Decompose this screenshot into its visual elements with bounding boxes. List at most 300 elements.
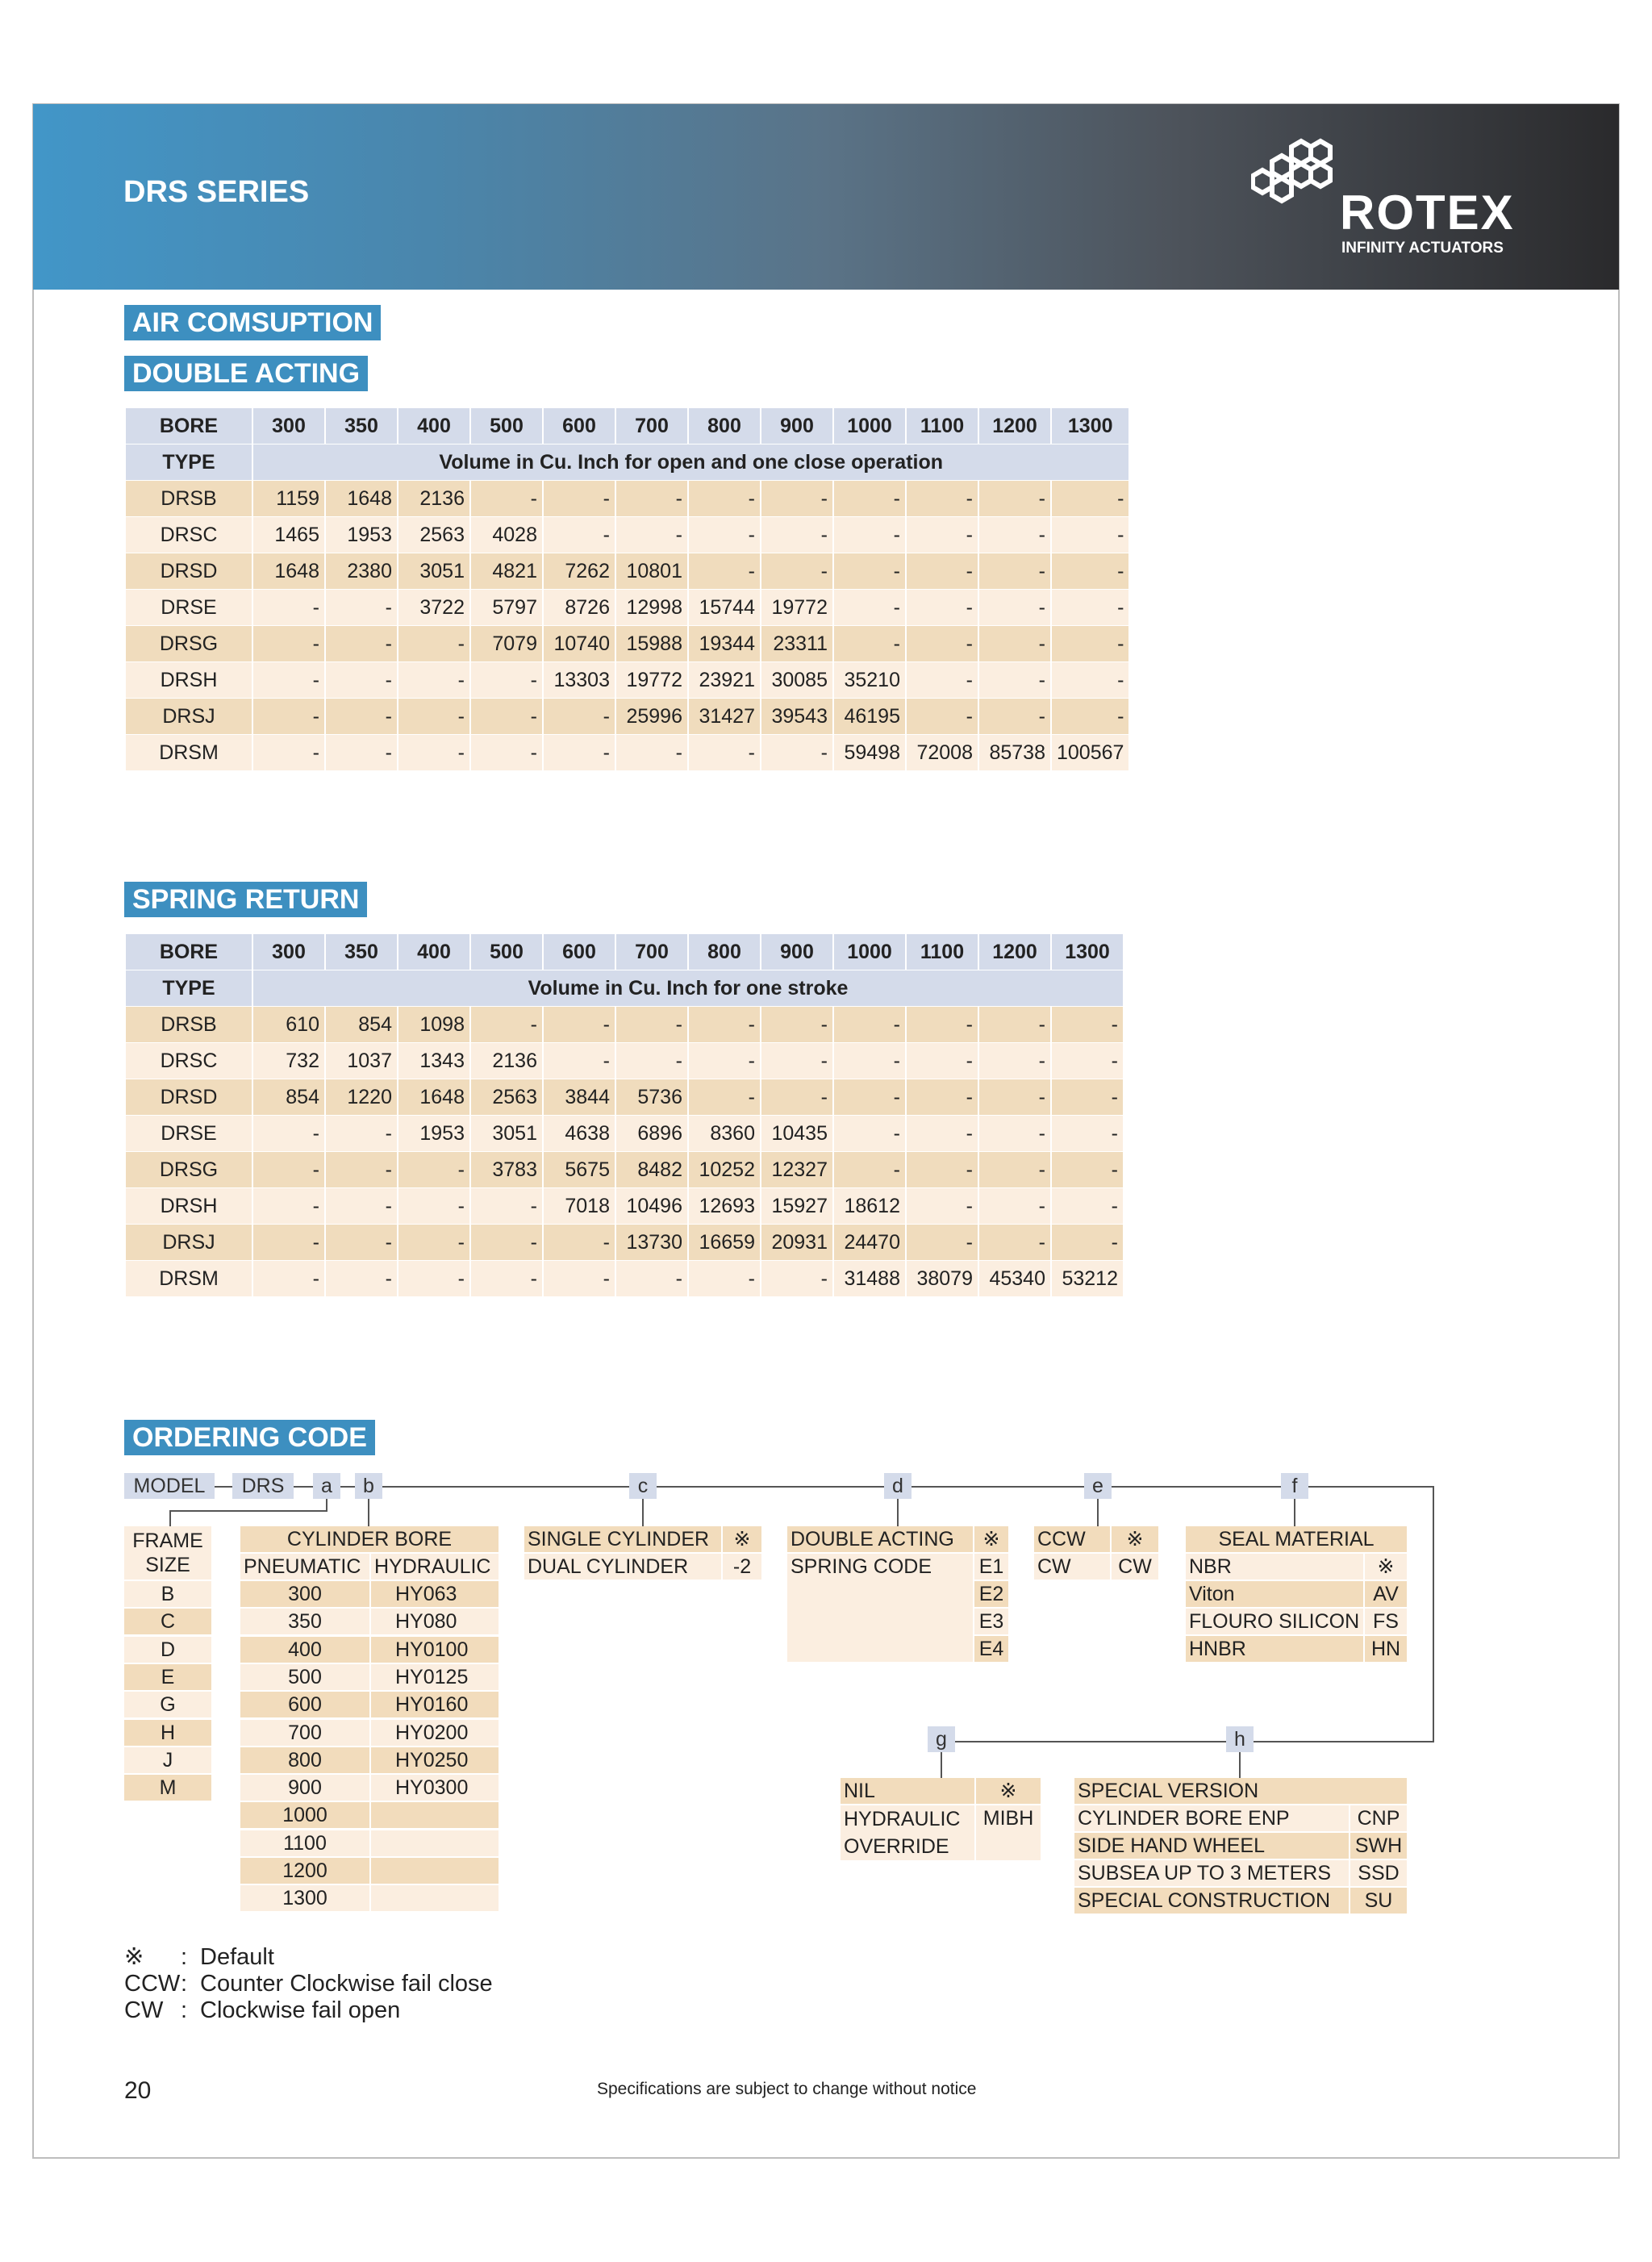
bore-header-row: [126, 934, 1123, 970]
value-cell: 2563: [471, 1079, 542, 1116]
single-cylinder-label: SINGLE CYLINDER: [524, 1526, 721, 1552]
value-cell: -: [398, 662, 469, 699]
value-cell: 13730: [616, 1225, 687, 1261]
value-cell: 15744: [689, 590, 760, 626]
spring-return-heading: SPRING RETURN: [124, 882, 367, 917]
bore-header-cell: 1000: [834, 934, 905, 970]
legend-colon: :: [181, 1971, 188, 1997]
connector-line: [1433, 1486, 1434, 1742]
seal-material-code: ※: [1365, 1554, 1407, 1580]
value-cell: -: [979, 1007, 1050, 1043]
nil-code: ※: [976, 1778, 1041, 1804]
table-row: [126, 1225, 1123, 1261]
value-cell: -: [544, 517, 615, 553]
type-note: Volume in Cu. Inch for one stroke: [253, 970, 1123, 1007]
value-cell: -: [907, 1079, 978, 1116]
value-cell: 8360: [689, 1116, 760, 1152]
type-cell: DRSH: [126, 1188, 252, 1225]
seal-material-name: Viton: [1186, 1581, 1363, 1607]
value-cell: -: [907, 1152, 978, 1188]
value-cell: 30085: [761, 662, 832, 699]
value-cell: -: [907, 662, 978, 699]
ordering-code-heading: ORDERING CODE: [124, 1420, 375, 1455]
value-cell: -: [253, 626, 324, 662]
value-cell: -: [979, 626, 1050, 662]
bore-header-cell: 700: [616, 934, 687, 970]
table-row: [126, 662, 1128, 699]
value-cell: 10435: [761, 1116, 832, 1152]
value-cell: -: [326, 1116, 397, 1152]
value-cell: -: [253, 590, 324, 626]
value-cell: 4028: [471, 517, 542, 553]
table-row: [126, 1007, 1123, 1043]
connector-line: [169, 1510, 171, 1526]
special-version-name: SUBSEA UP TO 3 METERS: [1074, 1860, 1349, 1886]
connector-line: [642, 1499, 644, 1526]
cw-label: CW: [1034, 1554, 1110, 1580]
connector-line: [294, 1486, 313, 1488]
connector-line: [215, 1486, 232, 1488]
hydraulic-override-line-1: HYDRAULIC: [844, 1808, 961, 1830]
value-cell: -: [1052, 1188, 1123, 1225]
value-cell: -: [979, 590, 1050, 626]
type-cell: DRSB: [126, 1007, 252, 1043]
frame-size-item: C: [124, 1609, 211, 1634]
pneumatic-bore: 500: [240, 1664, 369, 1690]
value-cell: -: [979, 662, 1050, 699]
spring-code: E4: [974, 1636, 1008, 1662]
pneumatic-bore: 300: [240, 1581, 369, 1607]
value-cell: 7018: [544, 1188, 615, 1225]
value-cell: -: [979, 1079, 1050, 1116]
value-cell: 19772: [761, 590, 832, 626]
air-consumption-table: [124, 408, 1130, 771]
value-cell: -: [761, 1261, 832, 1297]
value-cell: 38079: [907, 1261, 978, 1297]
value-cell: 3051: [398, 553, 469, 590]
hydraulic-bore: HY0160: [371, 1692, 499, 1717]
table-row: [126, 1079, 1123, 1116]
value-cell: -: [907, 1188, 978, 1225]
value-cell: 1343: [398, 1043, 469, 1079]
value-cell: -: [1052, 626, 1128, 662]
hydraulic-bore: HY063: [371, 1581, 499, 1607]
legend-key: ※: [124, 1944, 144, 1970]
value-cell: -: [761, 517, 832, 553]
value-cell: -: [689, 1079, 760, 1116]
hydraulic-bore: HY080: [371, 1609, 499, 1634]
nil-label: NIL: [841, 1778, 974, 1804]
double-acting-heading: DOUBLE ACTING: [124, 356, 368, 391]
special-version-name: SIDE HAND WHEEL: [1074, 1833, 1349, 1859]
value-cell: -: [834, 590, 905, 626]
bore-header-cell: 1100: [907, 408, 978, 444]
value-cell: -: [1052, 1116, 1123, 1152]
value-cell: -: [979, 517, 1050, 553]
value-cell: -: [907, 590, 978, 626]
table-row: [126, 1043, 1123, 1079]
hydraulic-bore: HY0300: [371, 1775, 499, 1801]
pneumatic-bore: 1200: [240, 1858, 369, 1884]
bore-header-cell: 500: [471, 408, 542, 444]
bore-header-cell: 1000: [834, 408, 905, 444]
value-cell: 2380: [326, 553, 397, 590]
pneumatic-header: PNEUMATIC: [240, 1554, 369, 1580]
bore-header-cell: 600: [544, 934, 615, 970]
value-cell: 2563: [398, 517, 469, 553]
value-cell: -: [253, 1188, 324, 1225]
value-cell: 19772: [616, 662, 687, 699]
value-cell: -: [979, 1225, 1050, 1261]
pneumatic-bore: 700: [240, 1720, 369, 1746]
value-cell: -: [1052, 481, 1128, 517]
value-cell: 7262: [544, 553, 615, 590]
dual-cylinder-code: -2: [723, 1554, 761, 1580]
value-cell: 25996: [616, 699, 687, 735]
value-cell: -: [689, 553, 760, 590]
value-cell: -: [761, 1043, 832, 1079]
pneumatic-bore: 1100: [240, 1830, 369, 1856]
value-cell: 59498: [834, 735, 905, 771]
code-letter-h: h: [1226, 1726, 1254, 1752]
value-cell: 3051: [471, 1116, 542, 1152]
legend-colon: :: [181, 1997, 188, 2023]
value-cell: -: [689, 517, 760, 553]
type-header-row: [126, 444, 1128, 481]
value-cell: 24470: [834, 1225, 905, 1261]
value-cell: -: [326, 1261, 397, 1297]
code-letter-e: e: [1084, 1473, 1112, 1499]
value-cell: -: [616, 517, 687, 553]
type-cell: DRSB: [126, 481, 252, 517]
footer-note: Specifications are subject to change without notice: [597, 2080, 977, 2098]
frame-size-item: H: [124, 1720, 211, 1746]
value-cell: 732: [253, 1043, 324, 1079]
bore-header-row: [126, 408, 1128, 444]
code-letter-g: g: [928, 1726, 955, 1752]
value-cell: 1159: [253, 481, 324, 517]
connector-line: [941, 1741, 1226, 1742]
legend-key: CW: [124, 1997, 164, 2023]
value-cell: -: [979, 553, 1050, 590]
value-cell: 53212: [1052, 1261, 1123, 1297]
value-cell: -: [907, 626, 978, 662]
frame-size-item: G: [124, 1692, 211, 1717]
bore-header-cell: 400: [398, 934, 469, 970]
hydraulic-bore: [371, 1830, 499, 1856]
connector-line: [1254, 1741, 1434, 1742]
value-cell: 610: [253, 1007, 324, 1043]
value-cell: -: [398, 1261, 469, 1297]
connector-line: [169, 1510, 327, 1512]
value-cell: 18612: [834, 1188, 905, 1225]
value-cell: -: [398, 626, 469, 662]
table-row: [126, 590, 1128, 626]
value-cell: 2136: [398, 481, 469, 517]
value-cell: -: [907, 1225, 978, 1261]
value-cell: -: [761, 553, 832, 590]
frame-size-item: J: [124, 1747, 211, 1773]
value-cell: 10252: [689, 1152, 760, 1188]
value-cell: -: [689, 735, 760, 771]
value-cell: -: [253, 662, 324, 699]
value-cell: 2136: [471, 1043, 542, 1079]
value-cell: -: [326, 699, 397, 735]
special-version-code: SU: [1350, 1888, 1407, 1914]
value-cell: -: [326, 735, 397, 771]
type-cell: DRSD: [126, 1079, 252, 1116]
header-banner: [33, 104, 1619, 290]
ccw-label: CCW: [1034, 1526, 1110, 1552]
value-cell: -: [761, 735, 832, 771]
single-cylinder-code: ※: [723, 1526, 761, 1552]
value-cell: 1953: [326, 517, 397, 553]
value-cell: 1648: [398, 1079, 469, 1116]
spring-code-label: SPRING CODE: [787, 1554, 973, 1662]
bore-header-cell: 500: [471, 934, 542, 970]
type-cell: DRSM: [126, 1261, 252, 1297]
bore-label: BORE: [126, 408, 252, 444]
hydraulic-bore: HY0200: [371, 1720, 499, 1746]
value-cell: -: [544, 699, 615, 735]
value-cell: -: [834, 1007, 905, 1043]
value-cell: -: [471, 662, 542, 699]
value-cell: -: [834, 481, 905, 517]
value-cell: 15927: [761, 1188, 832, 1225]
spring-code: E1: [974, 1554, 1008, 1580]
value-cell: -: [253, 1261, 324, 1297]
bore-header-cell: 300: [253, 934, 324, 970]
logo-tagline: INFINITY ACTUATORS: [1341, 240, 1504, 257]
value-cell: 46195: [834, 699, 905, 735]
legend-key: CCW: [124, 1971, 181, 1997]
frame-size-item: B: [124, 1581, 211, 1607]
hydraulic-bore: HY0100: [371, 1637, 499, 1663]
value-cell: -: [907, 1007, 978, 1043]
value-cell: -: [471, 1188, 542, 1225]
code-letter-d: d: [884, 1473, 912, 1499]
hydraulic-bore: [371, 1885, 499, 1911]
connector-line: [897, 1499, 899, 1526]
table-row: [126, 1261, 1123, 1297]
value-cell: 10801: [616, 553, 687, 590]
type-cell: DRSH: [126, 662, 252, 699]
value-cell: 854: [326, 1007, 397, 1043]
bore-header-cell: 1100: [907, 934, 978, 970]
air-consumption-heading: AIR COMSUPTION: [124, 305, 381, 340]
value-cell: -: [326, 590, 397, 626]
type-cell: DRSD: [126, 553, 252, 590]
value-cell: 31427: [689, 699, 760, 735]
connector-line: [941, 1752, 942, 1778]
value-cell: 100567: [1052, 735, 1128, 771]
value-cell: 12998: [616, 590, 687, 626]
value-cell: -: [1052, 662, 1128, 699]
bore-header-cell: 900: [761, 408, 832, 444]
connector-line: [340, 1486, 355, 1488]
value-cell: -: [398, 735, 469, 771]
seal-material-title: SEAL MATERIAL: [1186, 1526, 1407, 1552]
type-cell: DRSM: [126, 735, 252, 771]
value-cell: -: [326, 1188, 397, 1225]
value-cell: -: [907, 481, 978, 517]
bore-header-cell: 350: [326, 934, 397, 970]
frame-size-item: E: [124, 1664, 211, 1690]
type-cell: DRSJ: [126, 699, 252, 735]
value-cell: 23311: [761, 626, 832, 662]
value-cell: -: [544, 1007, 615, 1043]
value-cell: -: [1052, 1007, 1123, 1043]
value-cell: -: [616, 1007, 687, 1043]
seal-material-code: FS: [1365, 1609, 1407, 1634]
model-label: MODEL: [124, 1473, 215, 1499]
table-row: [126, 1188, 1123, 1225]
special-version-title: SPECIAL VERSION: [1074, 1778, 1407, 1804]
value-cell: -: [544, 735, 615, 771]
value-cell: -: [1052, 1079, 1123, 1116]
value-cell: -: [834, 626, 905, 662]
value-cell: 1220: [326, 1079, 397, 1116]
bore-header-cell: 400: [398, 408, 469, 444]
value-cell: 1037: [326, 1043, 397, 1079]
value-cell: 31488: [834, 1261, 905, 1297]
value-cell: -: [616, 735, 687, 771]
value-cell: -: [1052, 699, 1128, 735]
special-version-code: SSD: [1350, 1860, 1407, 1886]
value-cell: 3783: [471, 1152, 542, 1188]
value-cell: 8726: [544, 590, 615, 626]
bore-label: BORE: [126, 934, 252, 970]
value-cell: -: [326, 1152, 397, 1188]
type-cell: DRSJ: [126, 1225, 252, 1261]
value-cell: 1648: [326, 481, 397, 517]
bore-header-cell: 800: [689, 934, 760, 970]
value-cell: -: [253, 1225, 324, 1261]
connector-line: [1239, 1752, 1241, 1778]
type-label: TYPE: [126, 970, 252, 1007]
value-cell: 72008: [907, 735, 978, 771]
code-letter-c: c: [629, 1473, 657, 1499]
type-cell: DRSE: [126, 590, 252, 626]
bore-header-cell: 1300: [1052, 934, 1123, 970]
value-cell: -: [471, 1261, 542, 1297]
value-cell: 1648: [253, 553, 324, 590]
value-cell: -: [1052, 590, 1128, 626]
value-cell: -: [689, 1043, 760, 1079]
bore-header-cell: 900: [761, 934, 832, 970]
value-cell: -: [761, 1079, 832, 1116]
seal-material-code: HN: [1365, 1636, 1407, 1662]
value-cell: -: [1052, 1152, 1123, 1188]
value-cell: 7079: [471, 626, 542, 662]
table-row: [126, 626, 1128, 662]
value-cell: -: [544, 1261, 615, 1297]
hydraulic-bore: [371, 1802, 499, 1828]
page-number: 20: [124, 2077, 152, 2104]
bore-header-cell: 600: [544, 408, 615, 444]
hydraulic-bore: HY0125: [371, 1664, 499, 1690]
value-cell: -: [761, 1007, 832, 1043]
pneumatic-bore: 900: [240, 1775, 369, 1801]
frame-size-item: M: [124, 1775, 211, 1801]
value-cell: 20931: [761, 1225, 832, 1261]
hydraulic-header: HYDRAULIC: [371, 1554, 499, 1580]
ccw-code: ※: [1112, 1526, 1158, 1552]
pneumatic-bore: 350: [240, 1609, 369, 1634]
legend-text: Clockwise fail open: [200, 1997, 401, 2023]
value-cell: 16659: [689, 1225, 760, 1261]
logo-word: ROTEX: [1340, 186, 1515, 240]
value-cell: 3722: [398, 590, 469, 626]
value-cell: -: [907, 553, 978, 590]
value-cell: -: [979, 1152, 1050, 1188]
special-version-name: SPECIAL CONSTRUCTION: [1074, 1888, 1349, 1914]
value-cell: -: [471, 481, 542, 517]
type-header-row: [126, 970, 1123, 1007]
value-cell: -: [834, 1116, 905, 1152]
double-acting-code: ※: [974, 1526, 1008, 1552]
value-cell: 10496: [616, 1188, 687, 1225]
value-cell: -: [907, 1116, 978, 1152]
table-row: [126, 517, 1128, 553]
type-cell: DRSG: [126, 1152, 252, 1188]
value-cell: -: [834, 1152, 905, 1188]
value-cell: -: [471, 735, 542, 771]
connector-line: [1097, 1499, 1099, 1526]
type-cell: DRSE: [126, 1116, 252, 1152]
value-cell: -: [979, 699, 1050, 735]
double-acting-label: DOUBLE ACTING: [787, 1526, 973, 1552]
hydraulic-bore: HY0250: [371, 1747, 499, 1773]
legend-colon: :: [181, 1944, 188, 1970]
value-cell: 10740: [544, 626, 615, 662]
legend-text: Counter Clockwise fail close: [200, 1971, 493, 1997]
value-cell: 1465: [253, 517, 324, 553]
bore-header-cell: 800: [689, 408, 760, 444]
legend: [124, 1944, 493, 2024]
value-cell: 45340: [979, 1261, 1050, 1297]
value-cell: -: [834, 1079, 905, 1116]
value-cell: -: [253, 735, 324, 771]
value-cell: -: [326, 1225, 397, 1261]
value-cell: -: [979, 481, 1050, 517]
table-row: [126, 699, 1128, 735]
value-cell: 1098: [398, 1007, 469, 1043]
model-value: DRS: [232, 1473, 294, 1499]
connector-line: [1294, 1499, 1295, 1526]
type-cell: DRSC: [126, 1043, 252, 1079]
value-cell: -: [1052, 1225, 1123, 1261]
special-version-name: CYLINDER BORE ENP: [1074, 1805, 1349, 1831]
hydraulic-override-label: [841, 1805, 974, 1860]
value-cell: -: [761, 481, 832, 517]
frame-size-item: D: [124, 1637, 211, 1663]
type-cell: DRSG: [126, 626, 252, 662]
type-cell: DRSC: [126, 517, 252, 553]
value-cell: 35210: [834, 662, 905, 699]
seal-material-name: HNBR: [1186, 1636, 1363, 1662]
value-cell: -: [907, 1043, 978, 1079]
value-cell: -: [326, 626, 397, 662]
legend-row: [124, 1944, 493, 1971]
value-cell: -: [398, 1188, 469, 1225]
value-cell: 23921: [689, 662, 760, 699]
spring-code: E3: [974, 1609, 1008, 1634]
value-cell: -: [1052, 517, 1128, 553]
frame-size-title-2: SIZE: [145, 1554, 190, 1576]
value-cell: 1953: [398, 1116, 469, 1152]
value-cell: -: [398, 1152, 469, 1188]
